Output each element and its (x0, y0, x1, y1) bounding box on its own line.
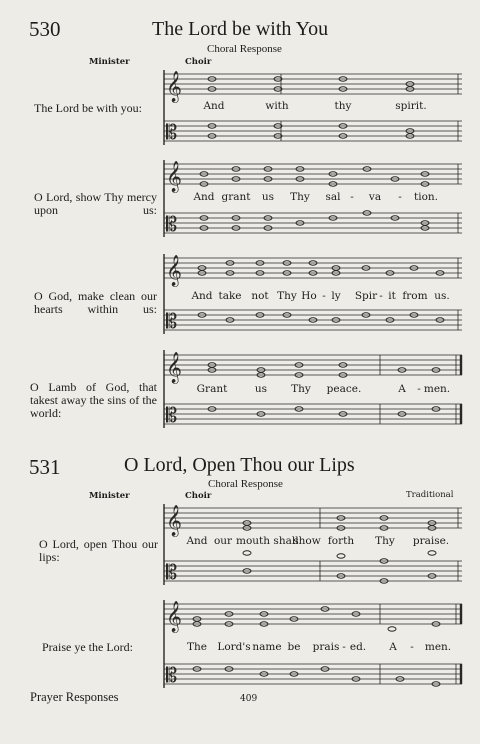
hymn-title: The Lord be with You (152, 18, 329, 40)
hymn-number: 531 (29, 455, 61, 479)
lyric-syllable: our (213, 535, 233, 547)
lyrics-row-extra (0, 535, 480, 549)
lyric-syllable: spirit. (395, 100, 427, 112)
lyric-syllable: And (186, 535, 208, 547)
lyric-syllable: And (193, 191, 215, 203)
lyric-hyphen: - (350, 191, 354, 203)
treble-clef-icon: 𝄞 (166, 71, 182, 102)
lyrics-row (0, 100, 480, 114)
lyric-syllable: thy (334, 100, 352, 112)
lyric-syllable: Thy (375, 535, 395, 547)
choir-label: Choir (185, 57, 212, 67)
svg-text:𝄡: 𝄡 (166, 403, 178, 427)
lyric-syllable: us (254, 383, 268, 395)
lyric-hyphen: - (379, 290, 383, 302)
lyric-syllable: grant (221, 191, 251, 203)
lyric-syllable: The (187, 641, 207, 653)
lyric-syllable: not (251, 290, 269, 302)
choir-label: Choir (185, 491, 212, 501)
lyrics-row (0, 290, 480, 304)
lyric-hyphen: - (342, 641, 346, 653)
svg-text:𝄞: 𝄞 (166, 505, 182, 536)
minister-text: O God, make clean our hearts within us: (34, 289, 157, 316)
lyric-hyphen: - (322, 290, 326, 302)
lyric-syllable: us. (434, 290, 450, 302)
lyric-syllable: Thy (291, 383, 311, 395)
svg-text:𝄞: 𝄞 (166, 352, 182, 383)
lyric-syllable: praise. (412, 535, 450, 547)
lyric-syllable: Thy (290, 191, 310, 203)
lyric-syllable: take (218, 290, 242, 302)
lyric-syllable: ed. (349, 641, 367, 653)
lyric-syllable: forth (327, 535, 355, 547)
lyric-syllable: name (252, 641, 282, 653)
lyric-hyphen: - (417, 383, 421, 395)
hymn-subtitle: Choral Response (207, 43, 282, 55)
lyric-syllable: tion. (414, 191, 438, 203)
hymn-subtitle: Choral Response (208, 478, 283, 490)
lyric-syllable: Thy (277, 290, 297, 302)
lyric-syllable: Grant (196, 383, 228, 395)
svg-text:𝄞: 𝄞 (166, 601, 182, 632)
page-number: 409 (240, 694, 258, 704)
svg-text:𝄡: 𝄡 (166, 663, 178, 687)
lyrics-row (0, 641, 480, 655)
lyric-syllable: with (265, 100, 289, 112)
svg-text:𝄡: 𝄡 (166, 560, 178, 584)
lyric-syllable: show (293, 535, 321, 547)
lyric-syllable: prais (312, 641, 340, 653)
lyric-syllable: And (203, 100, 225, 112)
svg-text:𝄡: 𝄡 (166, 212, 178, 236)
attribution: Traditional (406, 490, 454, 500)
hymn-number: 530 (29, 17, 61, 41)
lyric-syllable: va (368, 191, 382, 203)
lyric-syllable: sal (325, 191, 341, 203)
lyric-syllable: ly (331, 290, 341, 302)
lyric-syllable: A (389, 641, 397, 653)
lyric-hyphen: - (410, 641, 414, 653)
lyric-syllable: it (388, 290, 396, 302)
lyric-syllable: shall (273, 535, 299, 547)
minister-label: Minister (89, 57, 130, 67)
minister-text: O Lord, open Thou our lips: (39, 537, 158, 564)
lyric-syllable: And (191, 290, 213, 302)
lyric-syllable: us (261, 191, 275, 203)
lyric-syllable: from (402, 290, 428, 302)
alto-clef-icon: 𝄡 (166, 120, 178, 144)
lyric-hyphen: - (398, 191, 402, 203)
lyric-syllable: Lord's (217, 641, 251, 653)
lyric-syllable: Ho (301, 290, 317, 302)
lyric-syllable: peace. (326, 383, 362, 395)
minister-text: O Lamb of God, that takest away the sins of the world: (30, 380, 157, 420)
minister-text: O Lord, show Thy mercy upon us: (34, 190, 157, 217)
lyric-syllable: Spir (354, 290, 378, 302)
minister-label: Minister (89, 491, 130, 501)
minister-text: Praise ye the Lord: (42, 640, 133, 654)
lyric-syllable: be (287, 641, 301, 653)
svg-text:𝄞: 𝄞 (166, 255, 182, 286)
lyrics-row (0, 383, 480, 397)
lyric-syllable: A (398, 383, 406, 395)
minister-text: The Lord be with you: (34, 101, 142, 115)
svg-text:𝄡: 𝄡 (166, 309, 178, 333)
lyric-syllable: mouth (235, 535, 271, 547)
lyric-syllable: men. (424, 641, 452, 653)
section-footer: Prayer Responses (30, 690, 119, 704)
lyric-syllable: men. (423, 383, 451, 395)
lyrics-row (0, 191, 480, 205)
hymn-title: O Lord, Open Thou our Lips (124, 454, 355, 476)
svg-text:𝄞: 𝄞 (166, 161, 182, 192)
